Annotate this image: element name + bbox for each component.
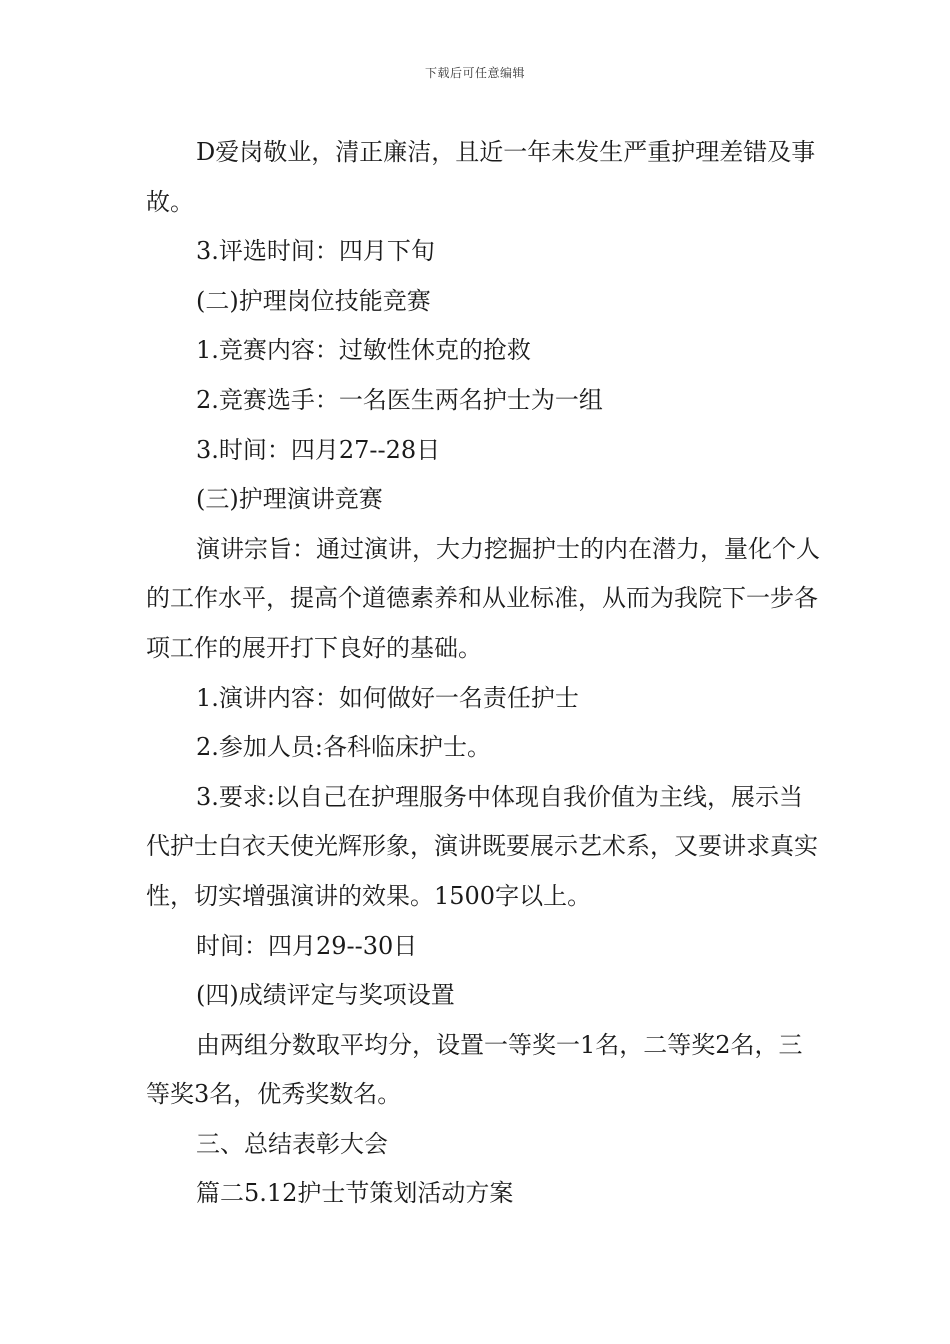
paragraph-qualification-d: D爱岗敬业，清正廉洁，且近一年未发生严重护理差错及事故。	[146, 138, 816, 216]
paragraph-requirements: 3.要求:以自己在护理服务中体现自我价值为主线，展示当代护士白衣天使光辉形象，演讲既要展示艺术系，又要讲求真实性，切实增强演讲的效果。1500字以上。	[146, 782, 818, 910]
paragraph-award-settings: 由两组分数取平均分，设置一等奖一1名，二等奖2名，三等奖3名，优秀奖数名。	[146, 1030, 803, 1109]
paragraph-speech-time: 时间：四月29--30日	[196, 931, 418, 960]
section-heading-summary-meeting: 三、总结表彰大会	[196, 1129, 388, 1158]
paragraph-speech-purpose: 演讲宗旨：通过演讲，大力挖掘护士的内在潜力，量化个人的工作水平，提高个道德素养和从业标准，从而为我院下一步各项工作的展开打下良好的基础。	[146, 534, 820, 662]
paragraph-selection-time: 3.评选时间：四月下旬	[196, 237, 435, 266]
paragraph-contest-players: 2.竞赛选手：一名医生两名护士为一组	[196, 385, 603, 414]
page-header-note: 下载后可任意编辑	[424, 66, 525, 80]
section-heading-part-two: 篇二5.12护士节策划活动方案	[196, 1179, 514, 1208]
paragraph-participants: 2.参加人员:各科临床护士。	[196, 733, 491, 762]
document-body	[146, 128, 826, 1219]
section-heading-awards: (四)成绩评定与奖项设置	[196, 981, 455, 1010]
section-heading-skills-contest: (二)护理岗位技能竞赛	[196, 286, 431, 315]
section-heading-speech-contest: (三)护理演讲竞赛	[196, 485, 383, 514]
paragraph-contest-time: 3.时间：四月27--28日	[196, 435, 441, 464]
paragraph-speech-content: 1.演讲内容：如何做好一名责任护士	[196, 683, 579, 712]
paragraph-contest-content: 1.竞赛内容：过敏性休克的抢救	[196, 336, 531, 365]
